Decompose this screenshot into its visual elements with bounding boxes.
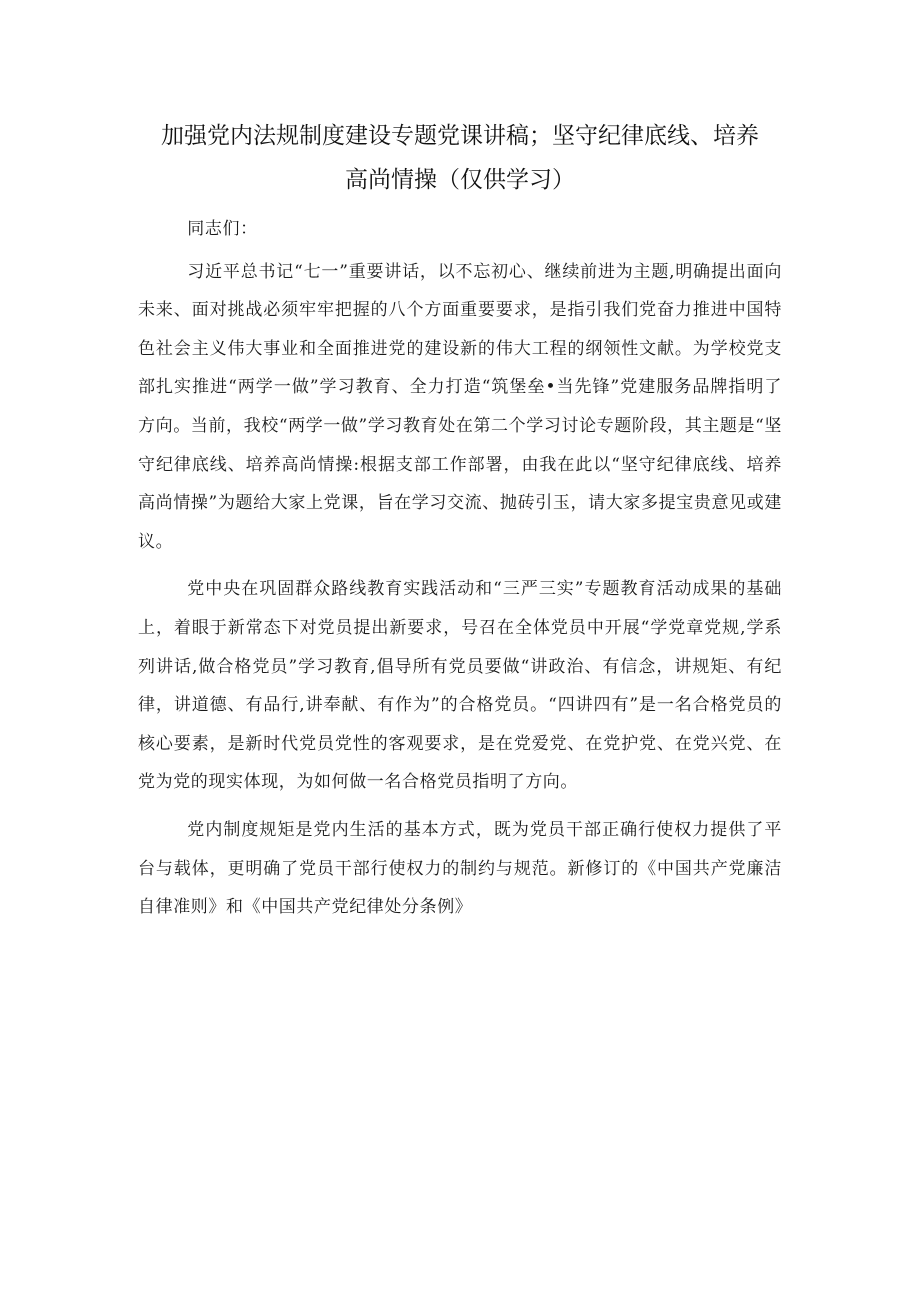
title-line-1: 加强党内法规制度建设专题党课讲稿；坚守纪律底线、培养 <box>161 123 759 149</box>
title-line-2: 高尚情操（仅供学习） <box>345 167 575 193</box>
paragraph-3: 党内制度规矩是党内生活的基本方式，既为党员干部正确行使权力提供了平台与载体，更明确了党员干部行使权力的制约与规范。新修订的《中国共产党廉洁自律准则》和《中国共产党纪律处分条例》 <box>138 819 782 918</box>
document-body <box>138 210 782 927</box>
paragraph-1: 习近平总书记“七一”重要讲话，以不忘初心、继续前进为主题,明确提出面向未来、面对挑战必须牢牢把握的八个方面重要要求，是指引我们党奋力推进中国特色社会主义伟大事业和全面推进党的建设新的伟大工程的纲领性文献。为学校党支部扎实推进“两学一做”学习教育、全力打造“筑堡垒•当先锋”党建服务品牌指明了方向。当前，我校“两学一做”学习教育处在第二个学习讨论专题阶段，其主题是“坚守纪律底线、培养高尚情操:根据支部工作部署，由我在此以“坚守纪律底线、培养高尚情操”为题给大家上党课，旨在学习交流、抛砖引玉，请大家多提宝贵意见或建议。 <box>138 261 782 552</box>
document-title <box>138 114 782 202</box>
greeting: 同志们： <box>187 219 258 239</box>
paragraph-2: 党中央在巩固群众路线教育实践活动和“三严三实”专题教育活动成果的基础上，着眼于新常态下对党员提出新要求，号召在全体党员中开展“学党章党规,学系列讲话,做合格党员”学习教育,倡导所有党员要做“讲政治、有信念，讲规矩、有纪律，讲道德、有品行,讲奉献、有作为”的合格党员。“四讲四有”是一名合格党员的核心要素，是新时代党员党性的客观要求，是在党爱党、在党护党、在党兴党、在党为党的现实体现，为如何做一名合格党员指明了方向。 <box>138 579 782 793</box>
